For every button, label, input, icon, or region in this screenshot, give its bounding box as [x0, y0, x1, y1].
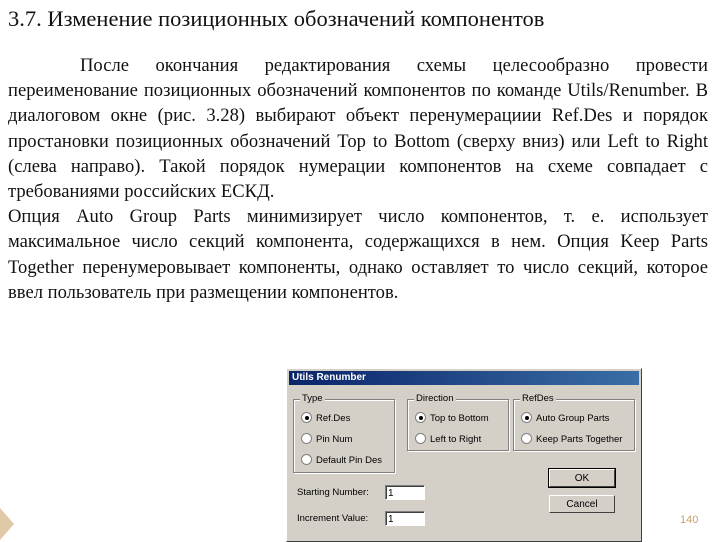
refdes-group: [513, 393, 635, 451]
corner-decoration: [0, 508, 16, 540]
refdes-group-label: RefDes: [522, 393, 554, 404]
radio-selected-icon: [301, 412, 312, 423]
radio-selected-icon: [415, 412, 426, 423]
radio-keep-parts-together[interactable]: Keep Parts Together: [521, 433, 622, 445]
radio-default-pin-des[interactable]: Default Pin Des: [301, 454, 382, 466]
paragraph-options: Опция Auto Group Parts минимизирует число компонентов, т. е. использует максимальное число секций компонента, содержащихся в нем. Опция Keep Parts Together перенумеровывает компоненты, однако оставляет то число секций, которое ввел пользователь при размещении компонентов.: [8, 206, 708, 303]
radio-unselected-icon: [301, 454, 312, 465]
radio-left-to-right[interactable]: Left to Right: [415, 433, 481, 445]
radio-unselected-icon: [521, 433, 532, 444]
increment-value-input[interactable]: 1: [385, 511, 425, 526]
cancel-button[interactable]: Cancel: [549, 495, 615, 513]
slide-number: 140: [680, 514, 699, 526]
radio-unselected-icon: [301, 433, 312, 444]
radio-selected-icon: [521, 412, 532, 423]
type-group-label: Type: [302, 393, 323, 404]
radio-top-to-bottom[interactable]: Top to Bottom: [415, 412, 489, 424]
direction-group-label: Direction: [416, 393, 454, 404]
increment-value-label: Increment Value:: [297, 513, 369, 524]
radio-refdes[interactable]: Ref.Des: [301, 412, 350, 424]
starting-number-input[interactable]: 1: [385, 485, 425, 500]
slide-body: [8, 53, 708, 305]
utils-renumber-dialog: [286, 368, 642, 542]
starting-number-label: Starting Number:: [297, 487, 369, 498]
radio-unselected-icon: [415, 433, 426, 444]
direction-group: [407, 393, 509, 451]
type-group: [293, 393, 395, 473]
dialog-titlebar[interactable]: Utils Renumber: [289, 371, 639, 385]
ok-button[interactable]: OK: [549, 469, 615, 487]
slide-title: 3.7. Изменение позиционных обозначений компонентов: [8, 6, 545, 31]
radio-auto-group-parts[interactable]: Auto Group Parts: [521, 412, 609, 424]
radio-pin-num[interactable]: Pin Num: [301, 433, 352, 445]
paragraph-renumber-intro: После окончания редактирования схемы целесообразно провести переименование позиционных обозначений компонентов по команде Utils/Renumber. В диалоговом окне (рис. 3.28) выбирают объект перенумерациии Ref.Des и порядок простановки позиционных обозначений Top to Bottom (сверху вниз) или Left to Right (слева направо). Такой порядок нумерации компонентов на схеме совпадает с требованиями российских ЕСКД.: [8, 55, 708, 203]
